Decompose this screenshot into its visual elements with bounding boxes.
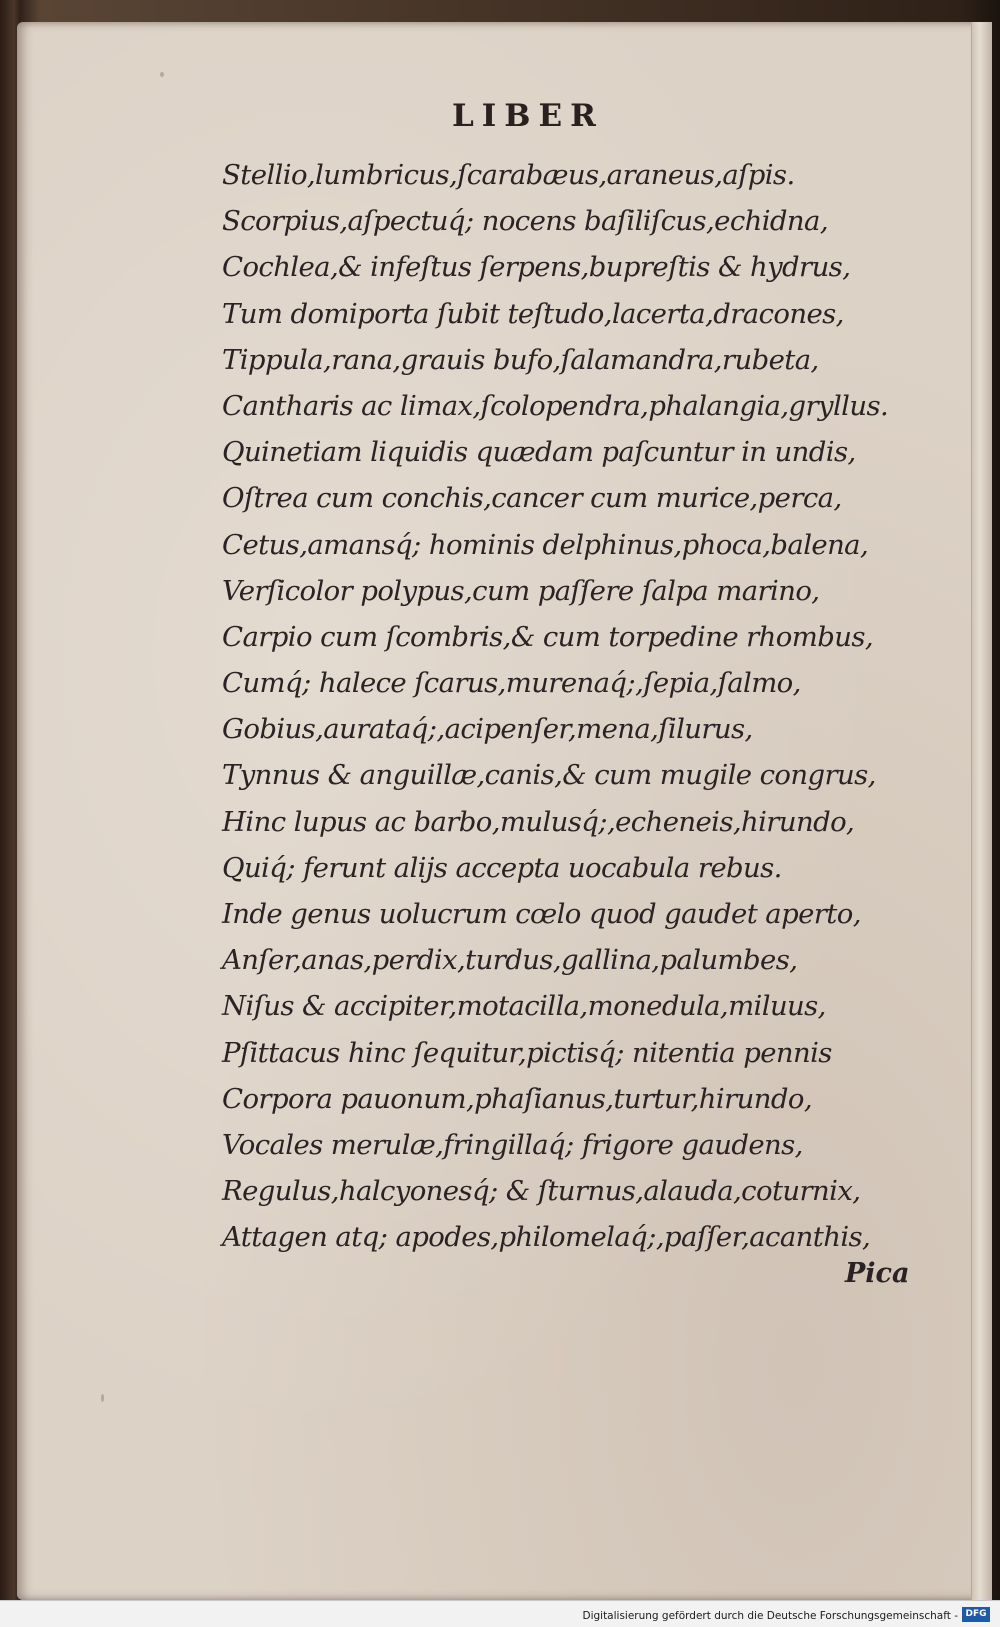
- verse-line: Hinc lupus ac barbo,mulusq́;,echeneis,hirundo,: [222, 805, 855, 838]
- verse-line: Cochlea,& infeſtus ſerpens,bupreſtis & hydrus,: [222, 251, 851, 284]
- ink-spot: [160, 72, 164, 77]
- verse-line: Verſicolor polypus,cum paſſere ſalpa marino,: [222, 574, 820, 607]
- verse-line: Scorpius,aſpectuq́; nocens baſiliſcus,echidna,: [222, 205, 828, 238]
- verse-line: Carpio cum ſcombris,& cum torpedine rhombus,: [222, 620, 873, 653]
- page-edge: [971, 22, 992, 1620]
- verse-line: Quiq́; ferunt alijs accepta uocabula rebus.: [222, 851, 782, 884]
- verse-line: Quinetiam liquidis quædam paſcuntur in undis,: [222, 436, 856, 469]
- dfg-logo: DFG: [962, 1607, 990, 1622]
- verse-line: Cumq́; halece ſcarus,murenaq́;,ſepia,ſalmo,: [222, 667, 801, 700]
- catchword: Pica: [845, 1258, 910, 1289]
- verse-line: Attagen atq; apodes,philomelaq́;,paſſer,acanthis,: [222, 1221, 871, 1254]
- verse-line: Stellio,lumbricus,ſcarabæus,araneus,aſpis.: [222, 159, 795, 191]
- verse-line: Tippula,rana,grauis bufo,ſalamandra,rubeta,: [222, 343, 819, 376]
- verse-line: Oſtrea cum conchis,cancer cum murice,perca,: [222, 482, 842, 515]
- verse-line: Anſer,anas,perdix,turdus,gallina,palumbes,: [222, 944, 798, 977]
- verse-line: Corpora pauonum,phaſianus,turtur,hirundo,: [222, 1082, 812, 1115]
- verse-line: Gobius,aurataq́;,acipenſer,mena,ſilurus,: [222, 713, 753, 746]
- running-head: LIBER: [452, 98, 604, 134]
- verse-list: [222, 152, 922, 1261]
- verse-line: Pſittacus hinc ſequitur,pictisq́; nitentia pennis: [222, 1036, 832, 1069]
- verse-line: Tynnus & anguillæ,canis,& cum mugile congrus,: [222, 759, 876, 792]
- verse-line: Cantharis ac limax,ſcolopendra,phalangia,gryllus.: [222, 389, 889, 422]
- ink-spot: [101, 1394, 104, 1402]
- verse-line: Vocales merulæ,fringillaq́; frigore gaudens,: [222, 1128, 803, 1161]
- verse-line: Inde genus uolucrum cœlo quod gaudet aperto,: [222, 898, 861, 930]
- verse-line: Cetus,amansq́; hominis delphinus,phoca,balena,: [222, 528, 869, 561]
- verse-line: Niſus & accipiter,motacilla,monedula,miluus,: [222, 990, 826, 1023]
- verse-line: Regulus,halcyonesq́; & ſturnus,alauda,coturnix,: [222, 1175, 861, 1208]
- funding-credit: Digitalisierung gefördert durch die Deutsche Forschungsgemeinschaft -: [582, 1610, 958, 1622]
- verse-line: Tum domiporta ſubit teſtudo,lacerta,dracones,: [222, 297, 844, 330]
